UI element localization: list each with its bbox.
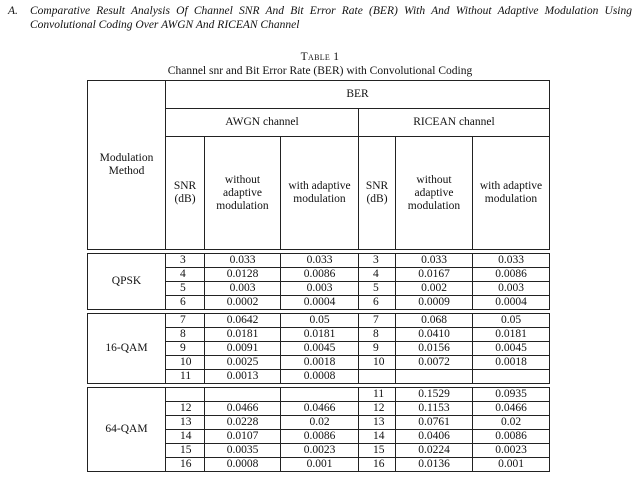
ricean-without-cell: 0.0136 <box>396 458 473 472</box>
ricean-without-cell: 0.0156 <box>396 342 473 356</box>
ricean-snr-cell: 13 <box>359 416 396 430</box>
awgn-snr-cell: 14 <box>166 430 205 444</box>
awgn-snr-cell: 5 <box>166 282 205 296</box>
awgn-snr-cell: 6 <box>166 296 205 310</box>
ricean-with-cell: 0.0181 <box>473 328 550 342</box>
table-row <box>88 388 550 402</box>
awgn-with-cell: 0.0181 <box>281 328 359 342</box>
section-title-line2: Convolutional Coding Over AWGN And RICEAN Channel <box>30 19 300 31</box>
header-ricean-snr: SNR (dB) <box>359 137 396 250</box>
awgn-with-cell: 0.02 <box>281 416 359 430</box>
ricean-snr-cell: 6 <box>359 296 396 310</box>
awgn-snr-cell: 9 <box>166 342 205 356</box>
awgn-snr-cell: 4 <box>166 268 205 282</box>
header-awgn-channel: AWGN channel <box>166 109 359 137</box>
awgn-without-cell: 0.0181 <box>205 328 281 342</box>
ricean-with-cell <box>473 370 550 384</box>
ricean-with-cell: 0.0023 <box>473 444 550 458</box>
ricean-without-cell: 0.0761 <box>396 416 473 430</box>
table-row <box>88 254 550 268</box>
ricean-snr-cell: 11 <box>359 388 396 402</box>
ricean-without-cell: 0.0406 <box>396 430 473 444</box>
awgn-with-cell <box>281 388 359 402</box>
table-row <box>88 314 550 328</box>
awgn-with-cell: 0.033 <box>281 254 359 268</box>
ricean-without-cell: 0.1153 <box>396 402 473 416</box>
awgn-snr-cell: 8 <box>166 328 205 342</box>
ricean-with-cell: 0.0086 <box>473 268 550 282</box>
ricean-snr-cell: 14 <box>359 430 396 444</box>
awgn-without-cell: 0.033 <box>205 254 281 268</box>
table-label: Table 1 <box>300 51 340 63</box>
modulation-cell: 16-QAM <box>88 314 166 384</box>
ricean-without-cell: 0.002 <box>396 282 473 296</box>
ricean-without-cell: 0.0072 <box>396 356 473 370</box>
awgn-without-cell: 0.0002 <box>205 296 281 310</box>
header-modulation-method: Modulation Method <box>88 81 166 250</box>
ricean-snr-cell: 15 <box>359 444 396 458</box>
ricean-snr-cell: 3 <box>359 254 396 268</box>
ricean-with-cell: 0.05 <box>473 314 550 328</box>
ricean-with-cell: 0.0004 <box>473 296 550 310</box>
ricean-with-cell: 0.001 <box>473 458 550 472</box>
awgn-without-cell: 0.0035 <box>205 444 281 458</box>
ricean-snr-cell: 5 <box>359 282 396 296</box>
awgn-snr-cell: 3 <box>166 254 205 268</box>
awgn-without-cell: 0.003 <box>205 282 281 296</box>
header-ricean-without-adaptive: without adaptive modulation <box>396 137 473 250</box>
awgn-with-cell: 0.0086 <box>281 268 359 282</box>
awgn-with-cell: 0.0018 <box>281 356 359 370</box>
ber-table <box>87 80 550 472</box>
awgn-without-cell: 0.0091 <box>205 342 281 356</box>
ricean-without-cell: 0.033 <box>396 254 473 268</box>
awgn-snr-cell: 15 <box>166 444 205 458</box>
awgn-with-cell: 0.0008 <box>281 370 359 384</box>
ricean-without-cell: 0.0167 <box>396 268 473 282</box>
ricean-without-cell: 0.0410 <box>396 328 473 342</box>
awgn-without-cell: 0.0228 <box>205 416 281 430</box>
awgn-without-cell: 0.0128 <box>205 268 281 282</box>
header-awgn-with-adaptive: with adaptive modulation <box>281 137 359 250</box>
ricean-snr-cell <box>359 370 396 384</box>
ricean-with-cell: 0.0466 <box>473 402 550 416</box>
awgn-without-cell: 0.0466 <box>205 402 281 416</box>
awgn-without-cell: 0.0642 <box>205 314 281 328</box>
awgn-with-cell: 0.0045 <box>281 342 359 356</box>
section-number: A. <box>8 5 18 17</box>
ricean-snr-cell: 12 <box>359 402 396 416</box>
ricean-without-cell: 0.068 <box>396 314 473 328</box>
ricean-without-cell <box>396 370 473 384</box>
ricean-with-cell: 0.033 <box>473 254 550 268</box>
awgn-without-cell: 0.0025 <box>205 356 281 370</box>
awgn-with-cell: 0.0466 <box>281 402 359 416</box>
ricean-snr-cell: 8 <box>359 328 396 342</box>
ricean-without-cell: 0.0224 <box>396 444 473 458</box>
ricean-without-cell: 0.1529 <box>396 388 473 402</box>
ricean-with-cell: 0.0935 <box>473 388 550 402</box>
awgn-snr-cell <box>166 388 205 402</box>
awgn-with-cell: 0.0004 <box>281 296 359 310</box>
section-title-line1: Comparative Result Analysis Of Channel SNR And Bit Error Rate (BER) With And Without Adaptive Modulation Using <box>30 5 632 17</box>
ricean-without-cell: 0.0009 <box>396 296 473 310</box>
awgn-snr-cell: 16 <box>166 458 205 472</box>
awgn-snr-cell: 7 <box>166 314 205 328</box>
ricean-with-cell: 0.0045 <box>473 342 550 356</box>
ricean-with-cell: 0.0018 <box>473 356 550 370</box>
awgn-snr-cell: 13 <box>166 416 205 430</box>
awgn-without-cell: 0.0013 <box>205 370 281 384</box>
awgn-with-cell: 0.003 <box>281 282 359 296</box>
awgn-with-cell: 0.0086 <box>281 430 359 444</box>
awgn-without-cell: 0.0107 <box>205 430 281 444</box>
header-awgn-snr: SNR (dB) <box>166 137 205 250</box>
awgn-with-cell: 0.001 <box>281 458 359 472</box>
ricean-snr-cell: 9 <box>359 342 396 356</box>
ricean-snr-cell: 10 <box>359 356 396 370</box>
modulation-cell: 64-QAM <box>88 388 166 472</box>
header-ber: BER <box>166 81 550 109</box>
ricean-snr-cell: 16 <box>359 458 396 472</box>
awgn-snr-cell: 12 <box>166 402 205 416</box>
table-caption: Channel snr and Bit Error Rate (BER) with Convolutional Coding <box>167 65 473 77</box>
ricean-with-cell: 0.0086 <box>473 430 550 444</box>
ricean-with-cell: 0.003 <box>473 282 550 296</box>
header-ricean-with-adaptive: with adaptive modulation <box>473 137 550 250</box>
awgn-without-cell: 0.0008 <box>205 458 281 472</box>
modulation-cell: QPSK <box>88 254 166 310</box>
awgn-snr-cell: 10 <box>166 356 205 370</box>
header-awgn-without-adaptive: without adaptive modulation <box>205 137 281 250</box>
awgn-with-cell: 0.0023 <box>281 444 359 458</box>
section-heading <box>8 4 632 32</box>
awgn-with-cell: 0.05 <box>281 314 359 328</box>
ricean-snr-cell: 4 <box>359 268 396 282</box>
ricean-snr-cell: 7 <box>359 314 396 328</box>
ricean-with-cell: 0.02 <box>473 416 550 430</box>
awgn-without-cell <box>205 388 281 402</box>
awgn-snr-cell: 11 <box>166 370 205 384</box>
header-ricean-channel: RICEAN channel <box>359 109 550 137</box>
